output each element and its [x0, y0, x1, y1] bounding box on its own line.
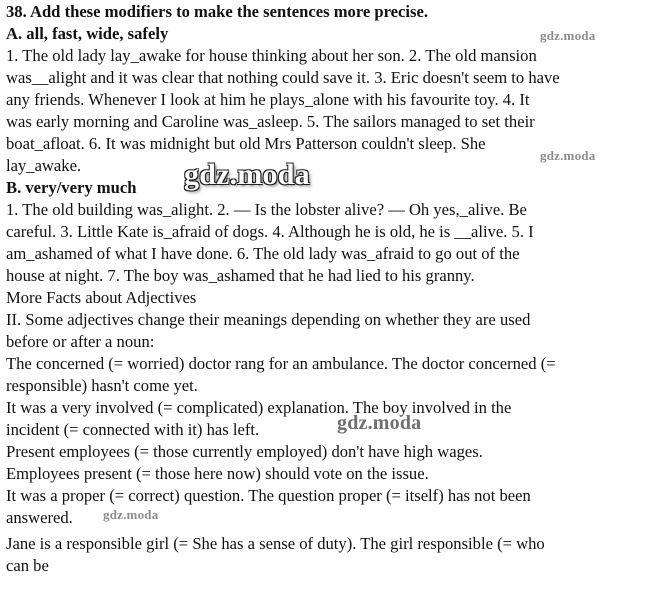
facts-line: It was a very involved (= complicated) explanation. The boy involved in the	[6, 398, 512, 417]
section-b-heading: B. very/very much	[6, 178, 137, 197]
facts-line: answered.	[6, 508, 73, 527]
section-b-line: 1. The old building was_alight. 2. — Is the lobster alive? — Oh yes,_alive. Be	[6, 200, 527, 219]
watermark: gdz.moda	[540, 148, 596, 163]
facts-line: Present employees (= those currently employed) don't have high wages.	[6, 442, 483, 461]
section-a-line: 1. The old lady lay_awake for house thinking about her son. 2. The old mansion	[6, 46, 537, 65]
facts-line: Jane is a responsible girl (= She has a sense of duty). The girl responsible (= who	[6, 534, 545, 553]
facts-line: responsible) hasn't come yet.	[6, 376, 198, 395]
facts-line: The concerned (= worried) doctor rang for an ambulance. The doctor concerned (=	[6, 354, 556, 373]
watermark: gdz.moda	[540, 28, 596, 43]
section-a-line: lay_awake.	[6, 156, 82, 175]
facts-line: II. Some adjectives change their meanings depending on whether they are used	[6, 310, 531, 329]
watermark: gdz.moda	[103, 507, 159, 522]
section-b-line: am_ashamed of what I have done. 6. The old lady was_afraid to go out of the	[6, 244, 520, 263]
watermark: gdz.moda	[337, 412, 422, 434]
facts-line: can be	[6, 556, 49, 575]
section-b-line: careful. 3. Little Kate is_afraid of dogs. 4. Although he is old, he is __alive. 5. I	[6, 222, 534, 241]
section-a-heading: A. all, fast, wide, safely	[6, 24, 169, 43]
watermark: gdz.moda	[184, 158, 310, 191]
exercise-header: 38. Add these modifiers to make the sentences more precise.	[6, 2, 428, 21]
section-a-line: was__alight and it was clear that nothing could save it. 3. Eric doesn't seem to have	[6, 68, 560, 87]
facts-title: More Facts about Adjectives	[6, 288, 197, 307]
facts-line: incident (= connected with it) has left.	[6, 420, 260, 439]
facts-line: It was a proper (= correct) question. The question proper (= itself) has not been	[6, 486, 531, 505]
section-b-line: house at night. 7. The boy was_ashamed that he had lied to his granny.	[6, 266, 475, 285]
section-a-line: boat_afloat. 6. It was midnight but old Mrs Patterson couldn't sleep. She	[6, 134, 486, 153]
section-a-line: any friends. Whenever I look at him he plays_alone with his favourite toy. 4. It	[6, 90, 530, 109]
facts-line: before or after a noun:	[6, 332, 155, 351]
facts-line: Employees present (= those here now) should vote on the issue.	[6, 464, 429, 483]
section-a-line: was early morning and Caroline was_asleep. 5. The sailors managed to set their	[6, 112, 535, 131]
